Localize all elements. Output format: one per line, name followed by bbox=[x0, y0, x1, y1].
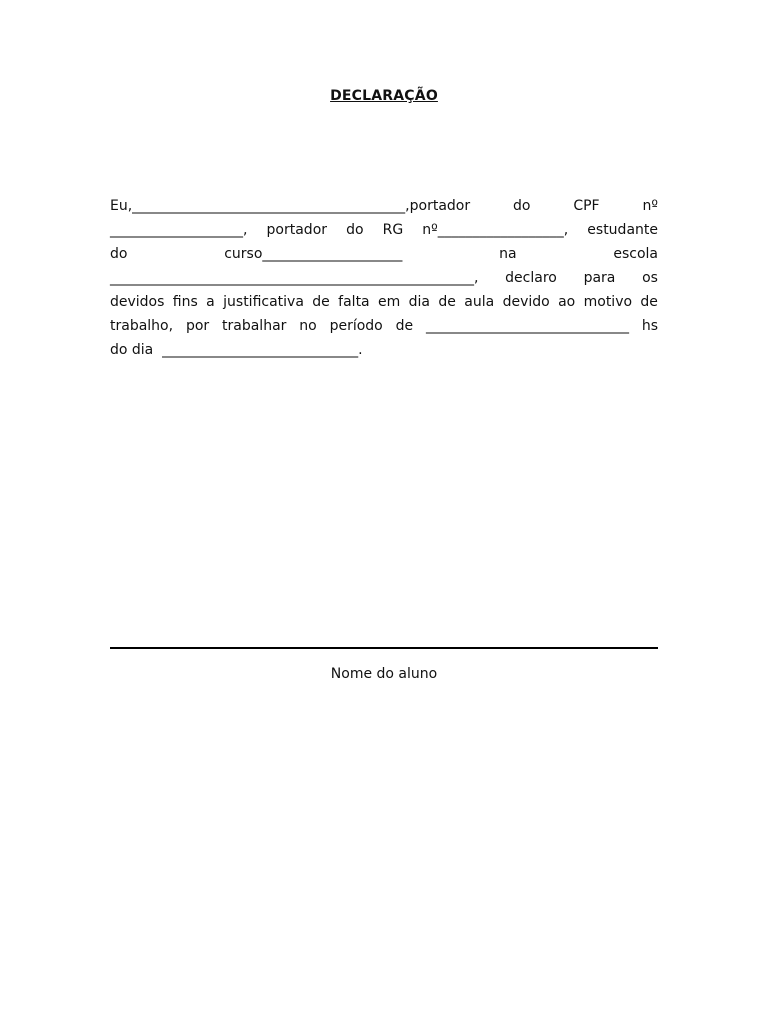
word: fins bbox=[172, 294, 198, 310]
word: CPF bbox=[573, 198, 600, 214]
body-line-1 bbox=[110, 194, 658, 218]
word: a bbox=[206, 294, 215, 310]
word: no bbox=[299, 318, 317, 334]
word: Eu,_______________________________________,portador bbox=[110, 198, 471, 214]
body-line-4 bbox=[110, 266, 658, 290]
signature-label: Nome do aluno bbox=[330, 666, 438, 682]
word: devido bbox=[502, 294, 550, 310]
word: _____________________________ bbox=[425, 318, 629, 334]
body-line-7 bbox=[110, 338, 658, 362]
word: de bbox=[438, 294, 456, 310]
word: portador bbox=[266, 222, 328, 238]
word: hs bbox=[641, 318, 658, 334]
word: devidos bbox=[110, 294, 165, 310]
word: nº bbox=[642, 198, 658, 214]
word: por bbox=[185, 318, 210, 334]
word: os bbox=[642, 270, 658, 286]
word: de bbox=[312, 294, 330, 310]
word: para bbox=[583, 270, 616, 286]
word: nº__________________, bbox=[422, 222, 569, 238]
word: justificativa bbox=[223, 294, 304, 310]
word: declaro bbox=[505, 270, 557, 286]
signature-line bbox=[110, 647, 658, 649]
word: trabalhar bbox=[222, 318, 287, 334]
word: em bbox=[378, 294, 401, 310]
word: motivo bbox=[583, 294, 633, 310]
word: período bbox=[329, 318, 383, 334]
word: falta bbox=[338, 294, 370, 310]
body-line-6 bbox=[110, 314, 658, 338]
word: aula bbox=[464, 294, 495, 310]
body-line-3 bbox=[110, 242, 658, 266]
word: na bbox=[499, 246, 517, 262]
word: estudante bbox=[587, 222, 658, 238]
word: escola bbox=[613, 246, 658, 262]
word: ___________________, bbox=[110, 222, 248, 238]
word: do bbox=[513, 198, 531, 214]
document-title: DECLARAÇÃO bbox=[330, 88, 438, 104]
word: do bbox=[346, 222, 364, 238]
word: do bbox=[110, 246, 128, 262]
word: dia bbox=[408, 294, 431, 310]
word: ao bbox=[558, 294, 576, 310]
word: de bbox=[640, 294, 658, 310]
word: curso____________________ bbox=[224, 246, 403, 262]
word: de bbox=[395, 318, 414, 334]
declaration-body bbox=[110, 194, 658, 362]
word: trabalho, bbox=[110, 318, 174, 334]
body-line-5 bbox=[110, 290, 658, 314]
word: do dia ____________________________. bbox=[110, 342, 363, 358]
word: RG bbox=[382, 222, 404, 238]
body-line-2 bbox=[110, 218, 658, 242]
word: ____________________________________________________, bbox=[110, 270, 479, 286]
